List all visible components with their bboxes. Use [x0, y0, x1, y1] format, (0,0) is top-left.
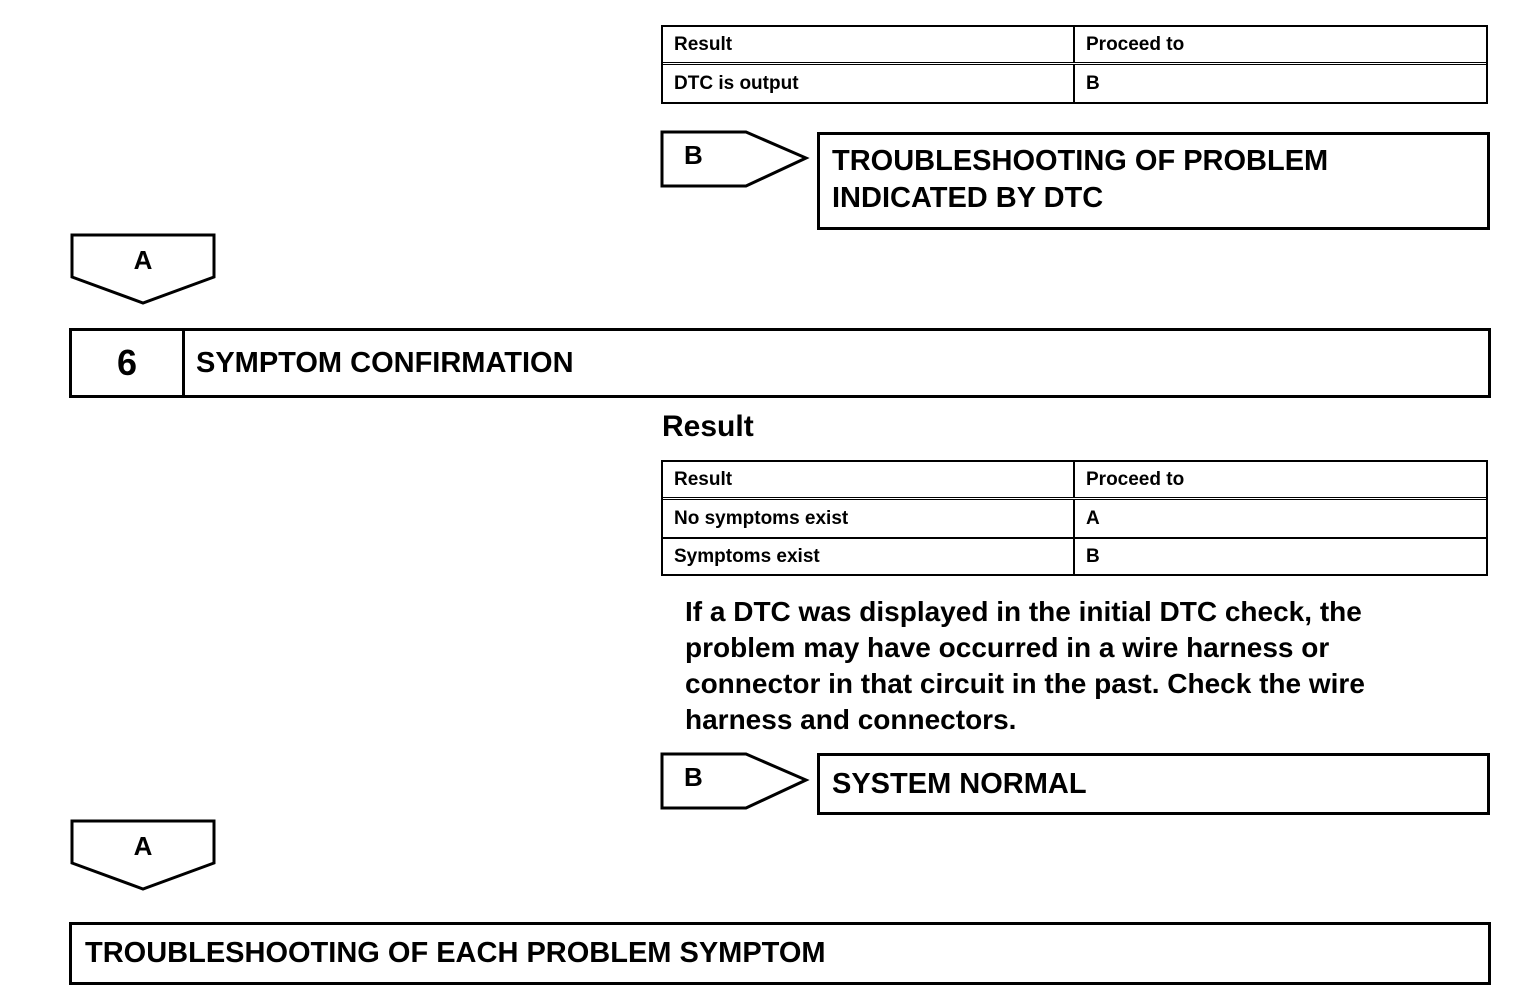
note-line: connector in that circuit in the past. Check the wire	[685, 668, 1365, 699]
branch-b-flag	[660, 130, 810, 188]
outcome-line-1: SYSTEM NORMAL	[832, 768, 1087, 800]
cell-result: No symptoms exist	[663, 500, 1075, 537]
step-number: 6	[72, 331, 185, 395]
result-label: Result	[662, 410, 754, 443]
branch-b-flag	[660, 752, 810, 810]
note-line: If a DTC was displayed in the initial DTC check, the	[685, 596, 1362, 627]
right-arrow-flag-icon	[660, 752, 810, 810]
note-line: problem may have occurred in a wire harness or	[685, 632, 1330, 663]
branch-letter: A	[133, 831, 153, 861]
cell-result: Symptoms exist	[663, 539, 1075, 574]
result-table-symptoms	[661, 460, 1488, 576]
final-step-box	[69, 922, 1491, 985]
cell-proceed: B	[1086, 545, 1100, 567]
table-header-row	[663, 27, 1486, 65]
outcome-line-1: TROUBLESHOOTING OF PROBLEM	[832, 145, 1329, 177]
branch-letter: B	[684, 762, 703, 792]
outcome-box-dtc	[817, 132, 1490, 230]
header-result: Result	[663, 462, 1075, 497]
branch-a-flag	[70, 233, 216, 305]
table-header-row	[663, 462, 1486, 500]
branch-a-flag	[70, 819, 216, 891]
cell-proceed: B	[1086, 72, 1100, 94]
cell-proceed: A	[1086, 507, 1100, 529]
right-arrow-flag-icon	[660, 130, 810, 188]
header-result: Result	[663, 27, 1075, 62]
outcome-line-2: INDICATED BY DTC	[832, 182, 1104, 214]
header-proceed-to: Proceed to	[1086, 33, 1185, 55]
table-row	[663, 65, 1486, 102]
table-row	[663, 500, 1486, 537]
note-line: harness and connectors.	[685, 704, 1017, 735]
final-step-title: TROUBLESHOOTING OF EACH PROBLEM SYMPTOM	[85, 937, 826, 969]
note-paragraph	[685, 594, 1475, 738]
outcome-box-system-normal	[817, 753, 1490, 815]
table-row	[663, 537, 1486, 574]
cell-result: DTC is output	[663, 65, 1075, 102]
branch-letter: B	[684, 140, 703, 170]
header-proceed-to: Proceed to	[1086, 468, 1185, 490]
step-title: SYMPTOM CONFIRMATION	[196, 346, 574, 379]
result-table-dtc	[661, 25, 1488, 104]
branch-letter: A	[133, 245, 153, 275]
step-header	[69, 328, 1491, 398]
